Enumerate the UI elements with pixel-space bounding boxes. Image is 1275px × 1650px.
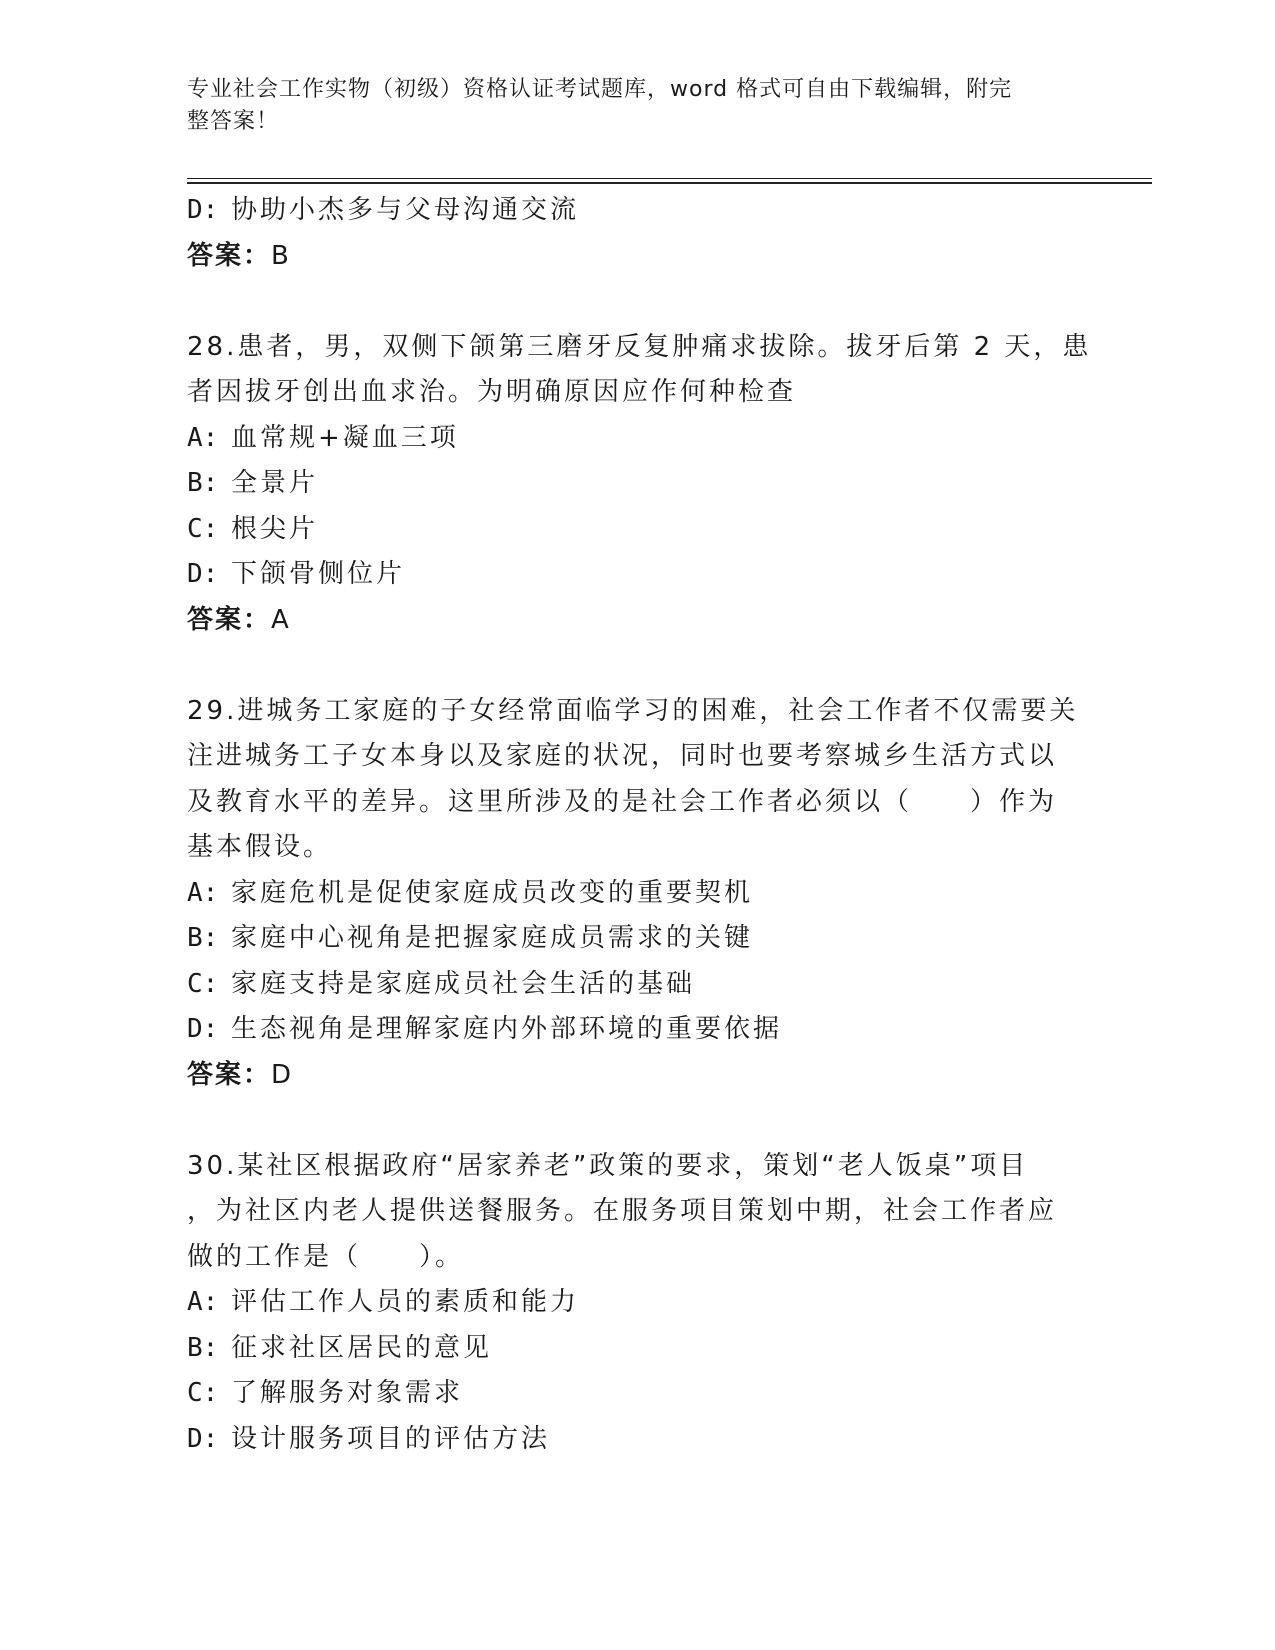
option-letter: B: <box>187 468 219 498</box>
answer-line <box>187 598 1087 644</box>
option-letter: B: <box>187 923 219 953</box>
spacer <box>187 1098 1087 1144</box>
answer-line <box>187 1053 1087 1099</box>
option-text: 家庭中心视角是把握家庭成员需求的关键 <box>231 923 754 953</box>
option-b <box>187 916 1087 962</box>
question-stem-line: 30.某社区根据政府“居家养老”政策的要求，策划“老人饭桌”项目 <box>187 1150 1029 1181</box>
option-a <box>187 416 1087 462</box>
option-c <box>187 1371 1087 1417</box>
question-stem-line: 29.进城务工家庭的子女经常面临学习的困难，社会工作者不仅需要关 <box>187 695 1079 726</box>
page-header <box>187 74 1067 138</box>
option-text: 设计服务项目的评估方法 <box>231 1423 551 1454</box>
question-stem-line: 及教育水平的差异。这里所涉及的是社会工作者必须以（ ）作为 <box>187 786 1058 817</box>
question-29 <box>187 689 1087 1099</box>
option-letter: B: <box>187 1332 219 1363</box>
header-line-2: 整答案！ <box>187 109 280 134</box>
answer-line <box>187 234 1087 280</box>
option-text: 征求社区居民的意见 <box>231 1332 493 1363</box>
option-text: 家庭支持是家庭成员社会生活的基础 <box>231 968 696 999</box>
option-text: 全景片 <box>231 468 319 498</box>
option-a <box>187 871 1087 917</box>
option-a <box>187 1280 1087 1326</box>
answer-value: A <box>271 604 291 635</box>
option-b <box>187 1326 1087 1372</box>
option-text: 评估工作人员的素质和能力 <box>231 1287 580 1317</box>
question-28 <box>187 325 1092 644</box>
question-30 <box>187 1144 1087 1463</box>
header-divider <box>187 178 1152 184</box>
header-line-1: 专业社会工作实物（初级）资格认证考试题库，word 格式可自由下载编辑，附完 <box>187 77 1013 102</box>
question-stem-line: ，为社区内老人提供送餐服务。在服务项目策划中期，社会工作者应 <box>187 1196 1058 1226</box>
option-text: 了解服务对象需求 <box>231 1378 464 1408</box>
option-d <box>187 552 1087 598</box>
question-stem-line: 基本假设。 <box>187 832 333 862</box>
option-text: 血常规+凝血三项 <box>231 422 459 453</box>
question-stem-line: 做的工作是（ ）。 <box>187 1241 465 1272</box>
question-stem-line: 者因拔牙创出血求治。为明确原因应作何种检查 <box>187 377 797 407</box>
option-letter: D: <box>187 559 219 589</box>
answer-value: D <box>271 1059 294 1090</box>
question-stem-line: 28.患者，男，双侧下颌第三磨牙反复肿痛求拔除。拔牙后第 2 天，患 <box>187 331 1092 362</box>
option-letter: D: <box>187 1014 219 1044</box>
option-letter: C: <box>187 1378 219 1408</box>
answer-label: 答案： <box>187 1059 272 1090</box>
spacer <box>187 279 1087 325</box>
option-letter: D: <box>187 1423 219 1454</box>
option-letter: D: <box>187 195 219 225</box>
option-letter: C: <box>187 968 219 999</box>
option-letter: C: <box>187 513 219 544</box>
option-letter: A: <box>187 877 219 908</box>
option-text: 生态视角是理解家庭内外部环境的重要依据 <box>231 1014 783 1044</box>
answer-value: B <box>271 240 291 271</box>
option-c <box>187 507 1087 553</box>
option-text: 协助小杰多与父母沟通交流 <box>231 195 580 225</box>
option-letter: A: <box>187 1287 219 1317</box>
option-d <box>187 1417 1087 1463</box>
option-b <box>187 461 1087 507</box>
option-d <box>187 1007 1087 1053</box>
option-d <box>187 188 1087 234</box>
option-letter: A: <box>187 422 219 453</box>
question-list <box>187 188 1092 1462</box>
question-stem-line: 注进城务工子女本身以及家庭的状况，同时也要考察城乡生活方式以 <box>187 741 1058 771</box>
option-text: 根尖片 <box>231 513 319 544</box>
option-text: 下颌骨侧位片 <box>231 559 406 589</box>
option-c <box>187 962 1087 1008</box>
option-text: 家庭危机是促使家庭成员改变的重要契机 <box>231 877 754 908</box>
spacer <box>187 643 1087 689</box>
answer-label: 答案： <box>187 604 272 635</box>
answer-label: 答案： <box>187 240 272 271</box>
